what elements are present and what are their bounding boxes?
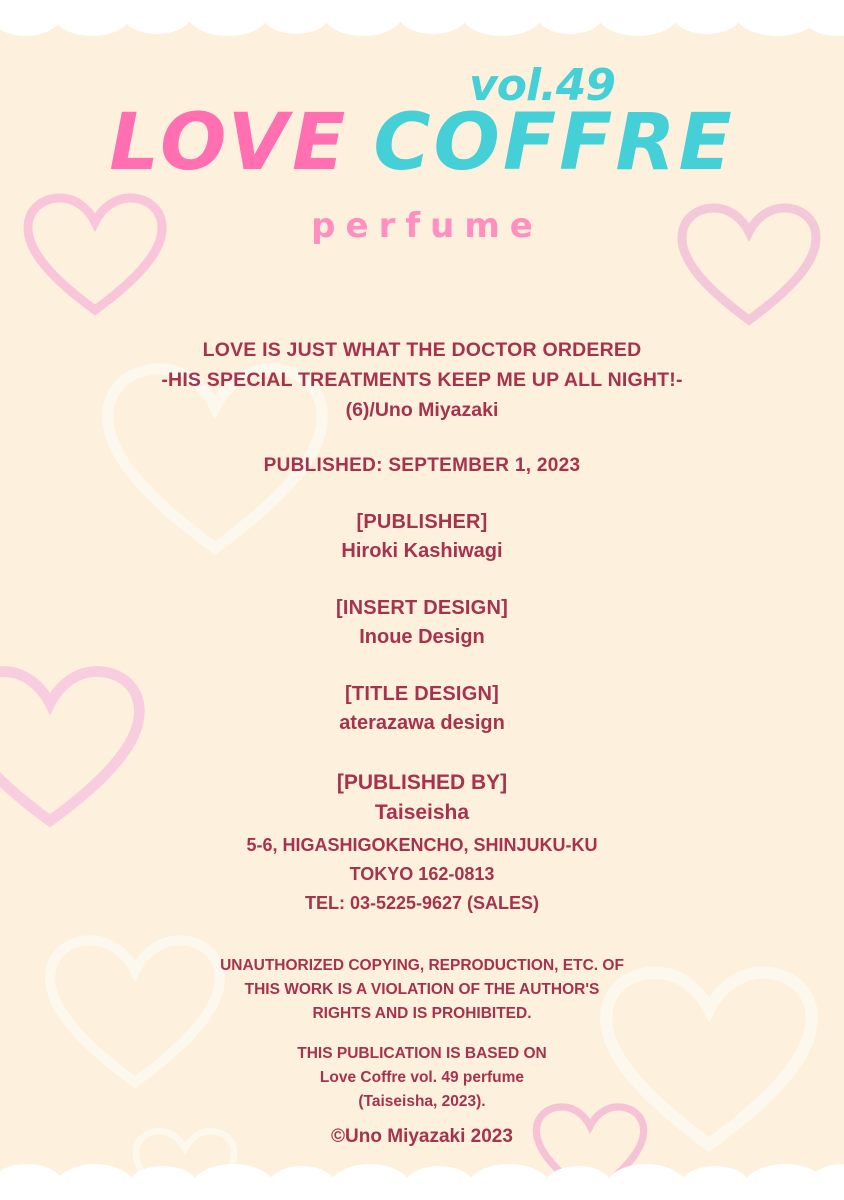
based-line-1: THIS PUBLICATION IS BASED ON xyxy=(297,1045,547,1062)
title-design-label: [TITLE DESIGN] xyxy=(345,683,499,705)
logo-subtitle: perfume xyxy=(311,206,543,246)
address-line-2: TOKYO 162-0813 xyxy=(349,864,495,884)
published-by-block xyxy=(0,771,844,918)
based-line-2: Love Coffre vol. 49 perfume xyxy=(319,1069,525,1086)
copyright-line: ©Uno Miyazaki 2023 xyxy=(331,1126,513,1147)
address-line-1: 5-6, HIGASHIGOKENCHO, SHINJUKU-KU xyxy=(246,835,598,855)
logo-title xyxy=(0,98,844,188)
work-author-line: (6)/Uno Miyazaki xyxy=(345,399,499,421)
based-line-3: (Taiseisha, 2023). xyxy=(358,1093,486,1110)
notice-line-3: RIGHTS AND IS PROHIBITED. xyxy=(312,1005,532,1022)
published-date: PUBLISHED: SEPTEMBER 1, 2023 xyxy=(263,455,581,476)
magazine-logo xyxy=(0,48,844,246)
credits-block xyxy=(0,335,844,1148)
insert-design-block xyxy=(0,597,844,649)
work-title-line-1: LOVE IS JUST WHAT THE DOCTOR ORDERED xyxy=(202,339,642,361)
source-publication xyxy=(0,1042,844,1114)
address-line-3: TEL: 03-5225-9627 (SALES) xyxy=(304,893,540,913)
copyright-notice xyxy=(0,954,844,1026)
title-design-block xyxy=(0,683,844,735)
publisher-block xyxy=(0,511,844,563)
volume-number: vol.49 xyxy=(469,60,615,111)
publisher-name: Hiroki Kashiwagi xyxy=(341,540,503,562)
published-by-label: [PUBLISHED BY] xyxy=(336,771,508,794)
insert-design-name: Inoue Design xyxy=(359,626,485,648)
work-title-line-2: -HIS SPECIAL TREATMENTS KEEP ME UP ALL NIGHT!- xyxy=(161,369,683,391)
notice-line-2: THIS WORK IS A VIOLATION OF THE AUTHOR'S xyxy=(244,981,600,998)
title-design-name: aterazawa design xyxy=(339,712,505,734)
published-by-name: Taiseisha xyxy=(374,801,470,824)
notice-line-1: UNAUTHORIZED COPYING, REPRODUCTION, ETC. OF xyxy=(220,957,624,974)
logo-word-love: LOVE xyxy=(109,98,350,188)
insert-design-label: [INSERT DESIGN] xyxy=(336,597,508,619)
logo-word-coffre: COFFRE xyxy=(373,98,735,188)
publisher-label: [PUBLISHER] xyxy=(356,511,488,533)
